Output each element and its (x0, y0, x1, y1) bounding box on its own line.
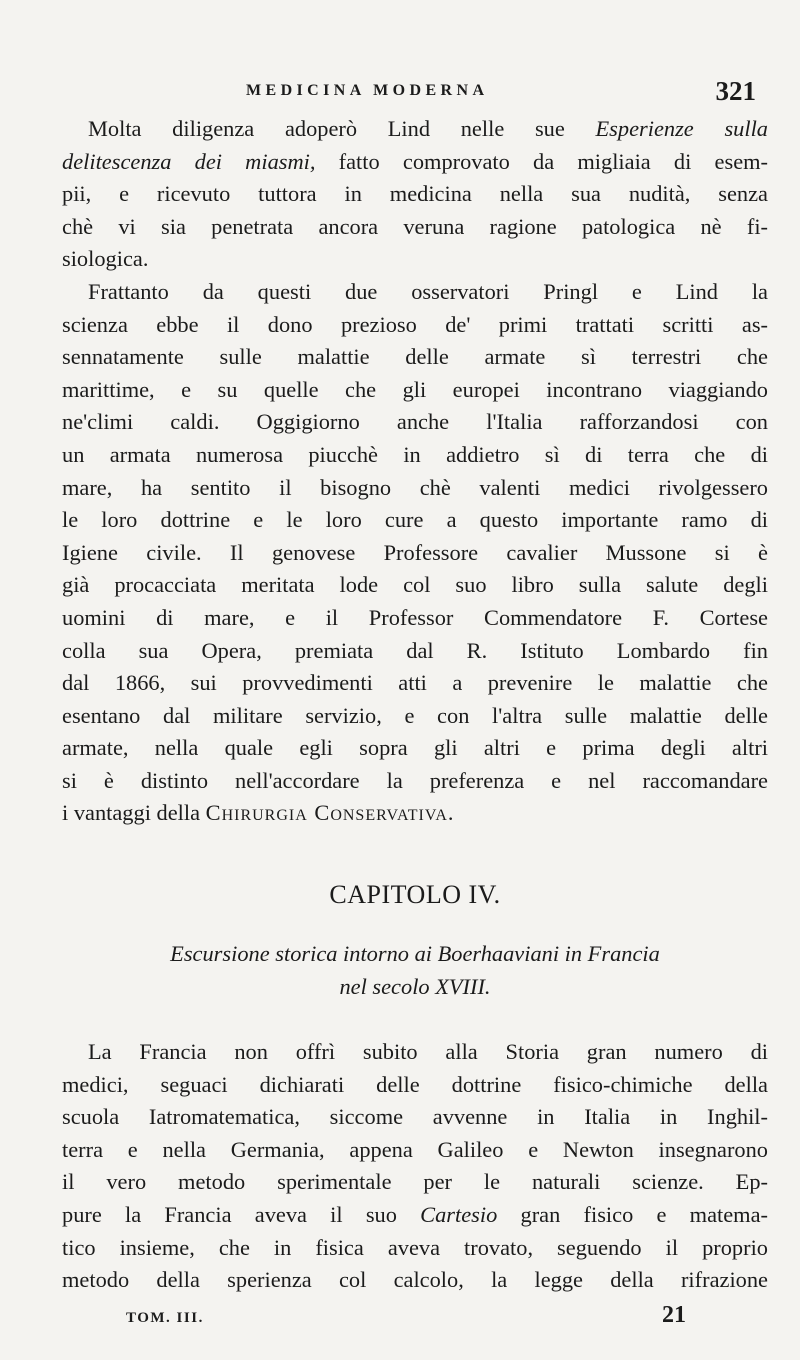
page-footer (68, 1302, 768, 1338)
text-line: i vantaggi della Chirurgia Conservativa. (62, 800, 455, 826)
chapter-subtitle-line: Escursione storica intorno ai Boerhaaviani in Francia (170, 941, 660, 966)
text-line: esentano dal militare servizio, e con l'altra sulle malattie delle (62, 702, 768, 728)
text-line: le loro dottrine e le loro cure a questo importante ramo di (62, 507, 768, 533)
text-line: chè vi sia penetrata ancora veruna ragione patologica nè fi- (62, 213, 768, 239)
text-line: uomini di mare, e il Professor Commendatore F. Cortese (62, 604, 768, 630)
text-line: mare, ha sentito il bisogno chè valenti medici rivolgessero (62, 474, 768, 500)
text-line: il vero metodo sperimentale per le naturali scienze. Ep- (62, 1169, 768, 1195)
chapter-heading: CAPITOLO IV. (329, 880, 501, 909)
chapter-subtitle-line: nel secolo XVIII. (339, 973, 491, 999)
signature-mark: 21 (662, 1302, 686, 1328)
text-line: colla sua Opera, premiata dal R. Istituto Lombardo fin (62, 637, 768, 663)
text-line: terra e nella Germania, appena Galileo e Newton insegnarono (62, 1136, 768, 1162)
text-line: armate, nella quale egli sopra gli altri e prima degli altri (62, 735, 768, 761)
text-line: La Francia non offrì subito alla Storia gran numero di (88, 1039, 768, 1064)
text-line: Frattanto da questi due osservatori Pringl e Lind la (88, 278, 768, 304)
small-caps-term: Chirurgia Conservativa. (205, 800, 455, 826)
text-line: siologica. (62, 246, 149, 272)
text-line: si è distinto nell'accordare la preferenza e nel raccomandare (62, 767, 768, 793)
text-line: scuola Iatromatematica, siccome avvenne in Italia in Inghil- (62, 1104, 768, 1130)
text-line: pii, e ricevuto tuttora in medicina nella sua nudità, senza (62, 181, 768, 207)
body-text-top (62, 113, 768, 830)
body-text-bottom (62, 1036, 768, 1297)
text-line: metodo della sperienza col calcolo, la legge della rifrazione (62, 1267, 768, 1293)
text-line: un armata numerosa piucchè in addietro sì di terra che di (62, 441, 768, 467)
page-number: 321 (715, 76, 756, 106)
running-title: MEDICINA MODERNA (246, 82, 489, 99)
text-line: marittime, e su quelle che gli europei incontrano viaggiando (62, 376, 768, 402)
text-line: dal 1866, sui provvedimenti atti a prevenire le malattie che (62, 670, 768, 696)
running-head (68, 76, 768, 106)
text-line: medici, seguaci dichiarati delle dottrine fisico-chimiche della (62, 1071, 768, 1097)
text-line: sennatamente sulle malattie delle armate sì terrestri che (62, 344, 768, 370)
chapter-subtitle (62, 938, 768, 1003)
text-line: ne'climi caldi. Oggigiorno anche l'Italia rafforzandosi con (62, 409, 768, 435)
text-line: pure la Francia aveva il suo Cartesio gran fisico e matema- (62, 1201, 768, 1227)
text-line: già procacciata meritata lode col suo libro sulla salute degli (62, 572, 768, 598)
text-line: Igiene civile. Il genovese Professore cavalier Mussone si è (62, 539, 768, 565)
text-line: tico insieme, che in fisica aveva trovato, seguendo il proprio (62, 1234, 768, 1260)
text-line: Molta diligenza adoperò Lind nelle sue Esperienze sulla (88, 116, 768, 141)
text-line: scienza ebbe il dono prezioso de' primi trattati scritti as- (62, 311, 768, 337)
text-line: delitescenza dei miasmi, fatto comprovato da migliaia di esem- (62, 148, 769, 174)
volume-label: TOM. III. (126, 1310, 204, 1326)
